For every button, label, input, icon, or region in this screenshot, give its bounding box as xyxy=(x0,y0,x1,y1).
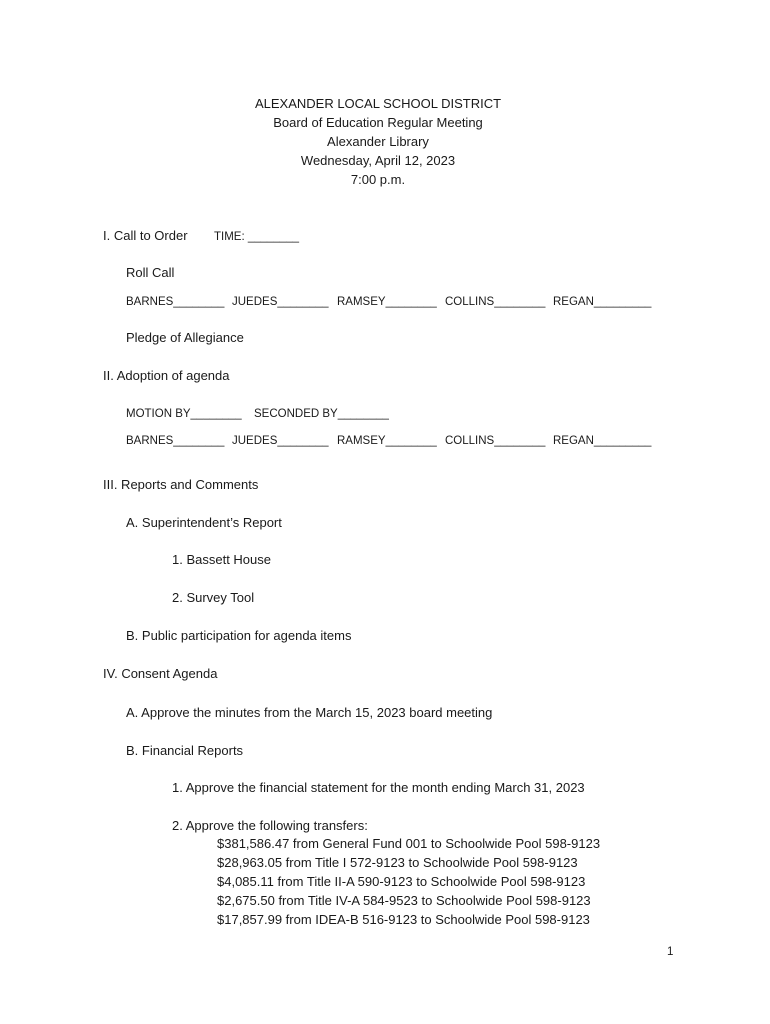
time-field: TIME: ________ xyxy=(214,231,300,243)
section-2-heading: II. Adoption of agenda xyxy=(103,368,230,383)
roll-juedes: JUEDES________ xyxy=(232,435,329,447)
roll-barnes: BARNES________ xyxy=(126,435,225,447)
survey-tool-item: 2. Survey Tool xyxy=(172,590,255,605)
roll-regan: REGAN_________ xyxy=(553,435,652,447)
section-1-heading: I. Call to Order xyxy=(103,228,188,243)
motion-by-field: MOTION BY________ xyxy=(126,408,242,420)
meeting-location: Alexander Library xyxy=(327,134,429,149)
section-4-heading: IV. Consent Agenda xyxy=(103,666,218,681)
pledge-item: Pledge of Allegiance xyxy=(126,330,244,345)
financial-statement-item: 1. Approve the financial statement for the month ending March 31, 2023 xyxy=(172,780,585,795)
roll-collins: COLLINS________ xyxy=(445,296,546,308)
roll-ramsey: RAMSEY________ xyxy=(337,435,437,447)
transfer-line: $28,963.05 from Title I 572-9123 to Schoolwide Pool 598-9123 xyxy=(217,855,578,870)
page-number: 1 xyxy=(667,946,674,958)
district-name: ALEXANDER LOCAL SCHOOL DISTRICT xyxy=(254,96,502,111)
bassett-house-item: 1. Bassett House xyxy=(172,552,271,567)
seconded-by-field: SECONDED BY________ xyxy=(254,408,389,420)
transfers-item: 2. Approve the following transfers: xyxy=(172,818,368,833)
superintendent-report: A. Superintendent’s Report xyxy=(126,515,282,530)
approve-minutes-item: A. Approve the minutes from the March 15, 2023 board meeting xyxy=(126,705,493,720)
transfer-line: $381,586.47 from General Fund 001 to Schoolwide Pool 598-9123 xyxy=(217,836,601,851)
financial-reports-item: B. Financial Reports xyxy=(126,743,244,758)
roll-regan: REGAN_________ xyxy=(553,296,652,308)
roll-barnes: BARNES________ xyxy=(126,296,225,308)
roll-ramsey: RAMSEY________ xyxy=(337,296,437,308)
meeting-title: Board of Education Regular Meeting xyxy=(273,115,483,130)
roll-call-label: Roll Call xyxy=(126,265,175,280)
section-3-heading: III. Reports and Comments xyxy=(103,477,259,492)
transfer-line: $2,675.50 from Title IV-A 584-9523 to Schoolwide Pool 598-9123 xyxy=(217,893,591,908)
transfer-line: $17,857.99 from IDEA-B 516-9123 to Schoolwide Pool 598-9123 xyxy=(217,912,590,927)
roll-juedes: JUEDES________ xyxy=(232,296,329,308)
meeting-date: Wednesday, April 12, 2023 xyxy=(300,153,456,168)
transfer-line: $4,085.11 from Title II-A 590-9123 to Schoolwide Pool 598-9123 xyxy=(217,874,586,889)
meeting-time: 7:00 p.m. xyxy=(350,172,406,187)
public-participation-item: B. Public participation for agenda items xyxy=(126,628,352,643)
roll-collins: COLLINS________ xyxy=(445,435,546,447)
